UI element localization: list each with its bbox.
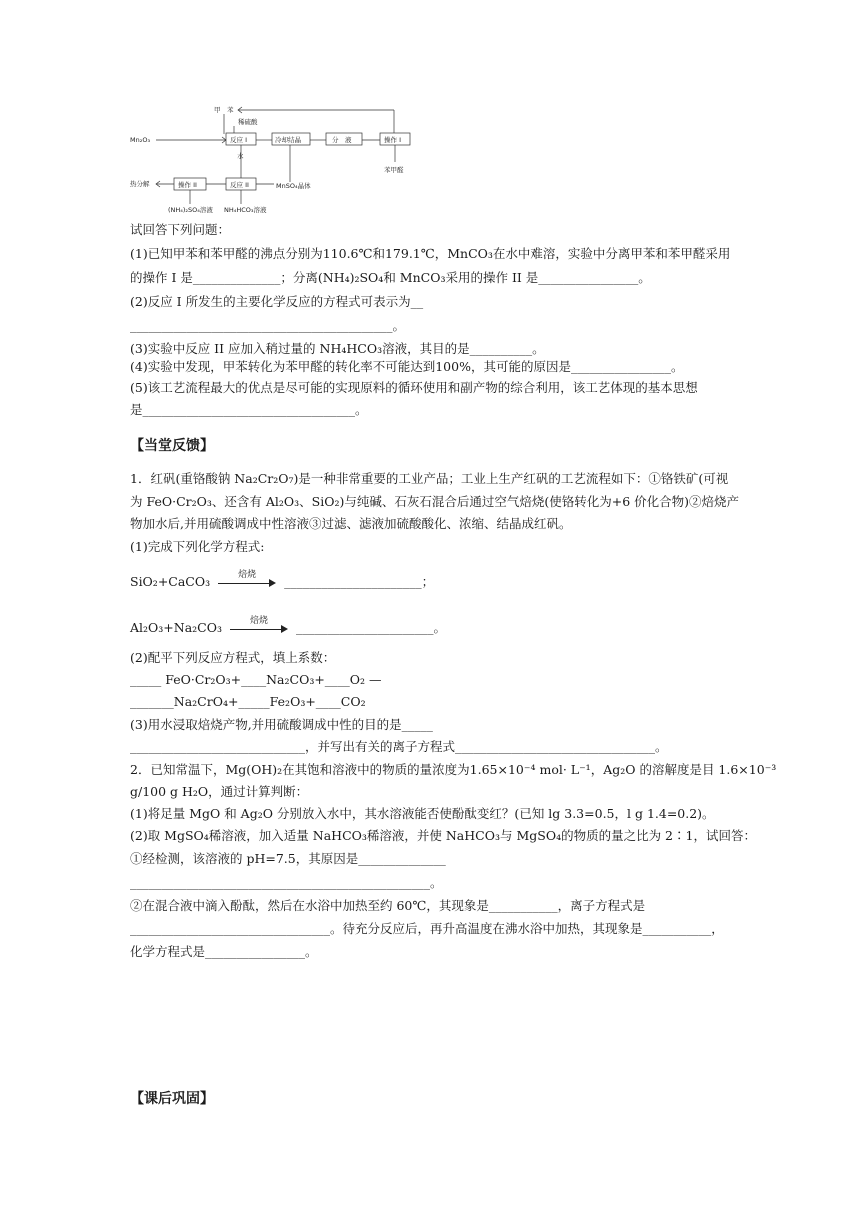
eq2-reactants: Al₂O₃+Na₂CO₃	[130, 620, 222, 635]
reaction-arrow	[218, 569, 276, 590]
arrow-condition: 焙烧	[238, 569, 257, 580]
label-water: 水	[237, 152, 244, 160]
text-line: (5)该工艺流程最大的优点是尽可能的实现原料的循环使用和副产物的综合利用，该工艺体现的基本思想	[130, 380, 698, 395]
text-line: 物加水后,并用硫酸调成中性溶液③过滤、滤液加硫酸酸化、浓缩、结晶成红矾。	[130, 516, 572, 531]
label-toluene: 甲 苯	[214, 106, 234, 114]
eq1-reactants: SiO₂+CaCO₃	[130, 574, 211, 589]
text-line: ②在混合液中滴入酚酞，然后在水浴中加热至约 60℃，其现象是___________，离子方程式是	[130, 898, 646, 913]
reaction-arrow	[230, 615, 288, 636]
text-line: 2．已知常温下，Mg(OH)₂在其饱和溶液中的物质的量浓度为1.65×10⁻⁴ mol· L⁻¹，Ag₂O 的溶解度是目 1.6×10⁻³	[130, 762, 777, 777]
text-line: 试回答下列问题：	[130, 222, 231, 237]
text-line: (2)反应 I 所发生的主要化学反应的方程式可表示为__	[130, 294, 424, 309]
text-line: _______Na₂CrO₄+_____Fe₂O₃+____CO₂	[130, 694, 366, 709]
text-line: ________________________________________________。	[130, 875, 443, 890]
text-line: 是__________________________________。	[130, 402, 368, 417]
label-reaction2: 反应 II	[230, 181, 249, 189]
equation-1	[130, 569, 730, 590]
text-line: (3)实验中反应 II 应加入稍过量的 NH₄HCO₃溶液，其目的是__________。	[130, 341, 545, 356]
arrow-condition: 焙烧	[249, 615, 268, 626]
text-line: (1)将足量 MgO 和 Ag₂O 分别放入水中，其水溶液能否使酚酞变红？(已知 lg 3.3=0.5，l g 1.4=0.2)。	[130, 806, 715, 821]
section-heading-review: 【课后巩固】	[130, 1091, 214, 1107]
label-nh4hco3: NH₄HCO₃溶液	[224, 206, 267, 214]
text-line: ①经检测，该溶液的 pH=7.5，其原因是______________	[130, 851, 446, 866]
label-reaction1: 反应 I	[230, 136, 247, 144]
text-line: g/100 g H₂O，通过计算判断：	[130, 784, 309, 799]
eq1-blank: ______________________；	[284, 574, 435, 589]
text-line: __________________________________________。	[130, 318, 406, 333]
text-line: 1．红矾(重铬酸钠 Na₂Cr₂O₇)是一种非常重要的工业产品；工业上生产红矾的工艺流程如下：①铬铁矿(可视	[130, 471, 729, 486]
process-flow-diagram	[126, 100, 426, 218]
label-decomp: 热分解	[130, 180, 150, 188]
text-line: (3)用水浸取焙烧产物,并用硫酸调成中性的目的是_____	[130, 717, 433, 732]
label-benzaldehyde: 苯甲醛	[384, 166, 404, 174]
text-line: (2)取 MgSO₄稀溶液，加入适量 NaHCO₃稀溶液，并使 NaHCO₃与 MgSO₄的物质的量之比为 2∶1，试回答：	[130, 828, 756, 843]
label-mn2o3: Mn₂O₃	[130, 136, 151, 144]
text-line: _____ FeO·Cr₂O₃+____Na₂CO₃+____O₂ —	[130, 672, 382, 687]
text-line: (2)配平下列反应方程式，填上系数：	[130, 650, 336, 665]
label-cool-crystal: 冷却结晶	[275, 136, 301, 144]
text-line: (4)实验中发现，甲苯转化为苯甲醛的转化率不可能达到100%，其可能的原因是________________。	[130, 359, 684, 374]
text-line: ________________________________。待充分反应后，再升高温度在沸水浴中加热，其现象是___________，	[130, 921, 724, 936]
text-line: (1)完成下列化学方程式:	[130, 539, 265, 554]
label-mnso4: MnSO₄晶体	[276, 182, 311, 190]
text-line: 化学方程式是________________。	[130, 944, 318, 959]
label-operation2: 操作 II	[178, 181, 197, 189]
eq2-blank: ______________________。	[295, 620, 446, 635]
label-dilute-acid: 稀硫酸	[238, 118, 258, 126]
section-heading-feedback: 【当堂反馈】	[130, 438, 214, 454]
text-line: ____________________________，并写出有关的离子方程式________________________________。	[130, 739, 668, 754]
label-nh4so4: (NH₄)₂SO₄溶液	[168, 206, 213, 214]
text-line: 的操作 I 是______________；分离(NH₄)₂SO₄和 MnCO₃采用的操作 II 是________________。	[130, 270, 651, 285]
label-operation1: 操作 I	[384, 136, 401, 144]
text-line: (1)已知甲苯和苯甲醛的沸点分别为110.6℃和179.1℃，MnCO₃在水中难溶，实验中分离甲苯和苯甲醛采用	[130, 246, 731, 261]
label-separation: 分 液	[332, 136, 352, 144]
equation-2	[130, 615, 730, 636]
text-line: 为 FeO·Cr₂O₃、还含有 Al₂O₃、SiO₂)与纯碱、石灰石混合后通过空气焙烧(使铬转化为+6 价化合物)②焙烧产	[130, 494, 740, 509]
